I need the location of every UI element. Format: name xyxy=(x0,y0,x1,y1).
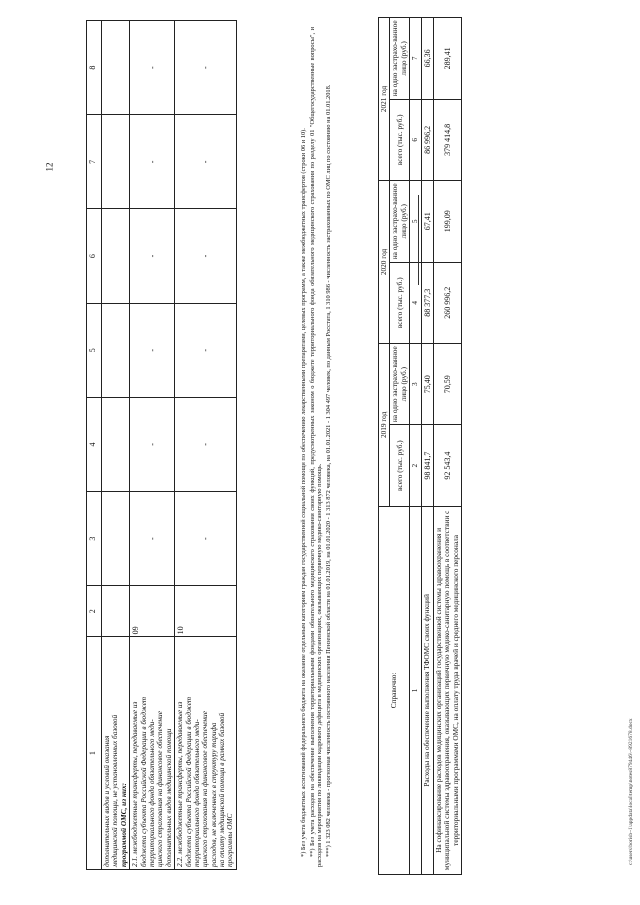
header-col-3: 3 xyxy=(87,492,102,586)
reference-label: Справочно: xyxy=(379,506,410,874)
table-cell: 379 414,8 xyxy=(433,99,461,180)
funding-table xyxy=(86,20,237,870)
table-cell: 260 996,2 xyxy=(433,262,461,343)
table-cell xyxy=(102,303,130,397)
year-header-row xyxy=(379,18,390,875)
row-label: На софинансирование расходов медицинских организаций государственной системы здравоохранения и муниципальной системы здравоохранения, оказывающих первичную медико-санитарную помощь в соответствии с территориальными программами ОМС, на оплату труда врачей и среднего медицинского персонала xyxy=(433,506,461,874)
table-cell: 75,40 xyxy=(421,343,433,425)
table-cell: - xyxy=(175,115,237,209)
table-row xyxy=(102,21,130,870)
header-col-6: 6 xyxy=(87,209,102,303)
header-col-7: 7 xyxy=(87,115,102,209)
table-cell: - xyxy=(175,397,237,491)
year-2020: 2020 год xyxy=(379,180,390,343)
table-cell: 289,41 xyxy=(433,18,461,100)
footnote: *) Без учета бюджетных ассигнований федерального бюджета на оказание отдельным категориям граждан государственной социальной помощи по обеспечению лекарственными препаратами, целевых программ, а также межбюджетных трансфертов (строки 06 и 10). xyxy=(300,128,307,857)
row-code xyxy=(102,586,130,637)
col-total: всего (тыс. руб.) xyxy=(390,262,410,343)
table-row xyxy=(130,21,175,870)
table-row xyxy=(175,21,237,870)
table-cell xyxy=(102,397,130,491)
table-cell: 86 996,2 xyxy=(421,99,433,180)
table-cell: - xyxy=(175,303,237,397)
table-cell: 88 377,3 xyxy=(421,262,433,343)
footnote: **) Без учета расходов на обеспечение выполнения территориальными фондами обязательного медицинского страхования своих функций, предусмотренных законом о бюджете территориального фонда обязательного медицинского страхования по разделу 01 "Общегосударственные вопросы", и расходов на мероприятия по ликвидации кадрового дефицита в медицинских организациях, оказывающих первичную медико-санитарную помощь. xyxy=(308,27,324,867)
header-col-5: 5 xyxy=(87,303,102,397)
row-label: 2.1. межбюджетные трансферты, передаваемые из бюджета субъекта Российской Федерации в бюджет территориального фонда обязательного меди- цинского страхования на финансовое обеспечение дополнительных видов медицинской помощи xyxy=(130,637,175,870)
col-number: 2 xyxy=(410,425,421,506)
row-code: 09 xyxy=(130,586,175,637)
table-cell: - xyxy=(130,303,175,397)
column-number-row xyxy=(410,18,421,875)
table-cell: - xyxy=(130,397,175,491)
footnotes xyxy=(300,27,334,867)
col-number: 4 xyxy=(410,262,421,343)
row-code: 10 xyxy=(175,586,237,637)
table-row xyxy=(433,18,461,875)
reference-table xyxy=(378,17,462,875)
table-cell: 98 841,7 xyxy=(421,425,433,506)
table-cell: - xyxy=(130,492,175,586)
table-cell xyxy=(102,209,130,303)
table-cell xyxy=(102,492,130,586)
table-cell xyxy=(102,21,130,115)
table-cell: - xyxy=(130,115,175,209)
table-cell: 66,36 xyxy=(421,18,433,100)
table-header-row xyxy=(87,21,102,870)
header-col-2: 2 xyxy=(87,586,102,637)
separator-line xyxy=(418,195,419,285)
col-number: 6 xyxy=(410,99,421,180)
table-cell: 92 543,4 xyxy=(433,425,461,506)
header-col-4: 4 xyxy=(87,397,102,491)
table-cell: - xyxy=(175,21,237,115)
header-col-1: 1 xyxy=(87,637,102,870)
col-number: 5 xyxy=(410,180,421,262)
table-row xyxy=(421,18,433,875)
table-cell: 199,09 xyxy=(433,180,461,262)
col-number: 1 xyxy=(410,506,421,874)
table-cell: - xyxy=(130,209,175,303)
col-per-person: на одно застрахо-ванное лицо (руб.) xyxy=(390,343,410,425)
year-2019: 2019 год xyxy=(379,343,390,506)
col-total: всего (тыс. руб.) xyxy=(390,425,410,506)
table-cell: - xyxy=(175,492,237,586)
table-cell: - xyxy=(130,21,175,115)
col-number: 7 xyxy=(410,18,421,100)
page-number: 12 xyxy=(44,162,55,172)
col-number: 3 xyxy=(410,343,421,425)
table-cell: 67,41 xyxy=(421,180,433,262)
file-path-footer: c:\users\borisb~1\appdata\local\temp\notes879446\~8921678.docx xyxy=(628,718,634,865)
col-per-person: на одно застрахо-ванное лицо (руб.) xyxy=(390,18,410,100)
row-label: дополнительных видов и условий оказания медицинской помощи, не установленных базовой программой ОМС, из них: xyxy=(102,637,130,870)
table-cell xyxy=(102,115,130,209)
row-label: 2.2. межбюджетные трансферты, передаваемые из бюджета субъекта Российской Федерации в бюджет территориального фонда обязательного меди- цинского страхования на финансовое обеспечение расходов, не включенных в структуру тарифа на оплату медицинской помощи в рамках базовой программы ОМС xyxy=(175,637,237,870)
col-total: всего (тыс. руб.) xyxy=(390,99,410,180)
table-cell: - xyxy=(175,209,237,303)
row-label: Расходы на обеспечение выполнения ТФОМС своих функций xyxy=(421,506,433,874)
footnote: ***) 1 323 082 человека - прогнозная численность постоянного населения Пензенской области на 01.01.2019, на 01.01.2020 - 1 313 872 человека, на 01.01.2021 - 1 304 497 человек, по данным Росстата, 1 310 986 - численность застрахованных по ОМС лиц по состоянию на 01.01.2018. xyxy=(325,84,333,857)
table-cell: 70,59 xyxy=(433,343,461,425)
col-per-person: на одно застрахо-ванное лицо (руб.) xyxy=(390,180,410,262)
year-2021: 2021 год xyxy=(379,18,390,181)
header-col-8: 8 xyxy=(87,21,102,115)
